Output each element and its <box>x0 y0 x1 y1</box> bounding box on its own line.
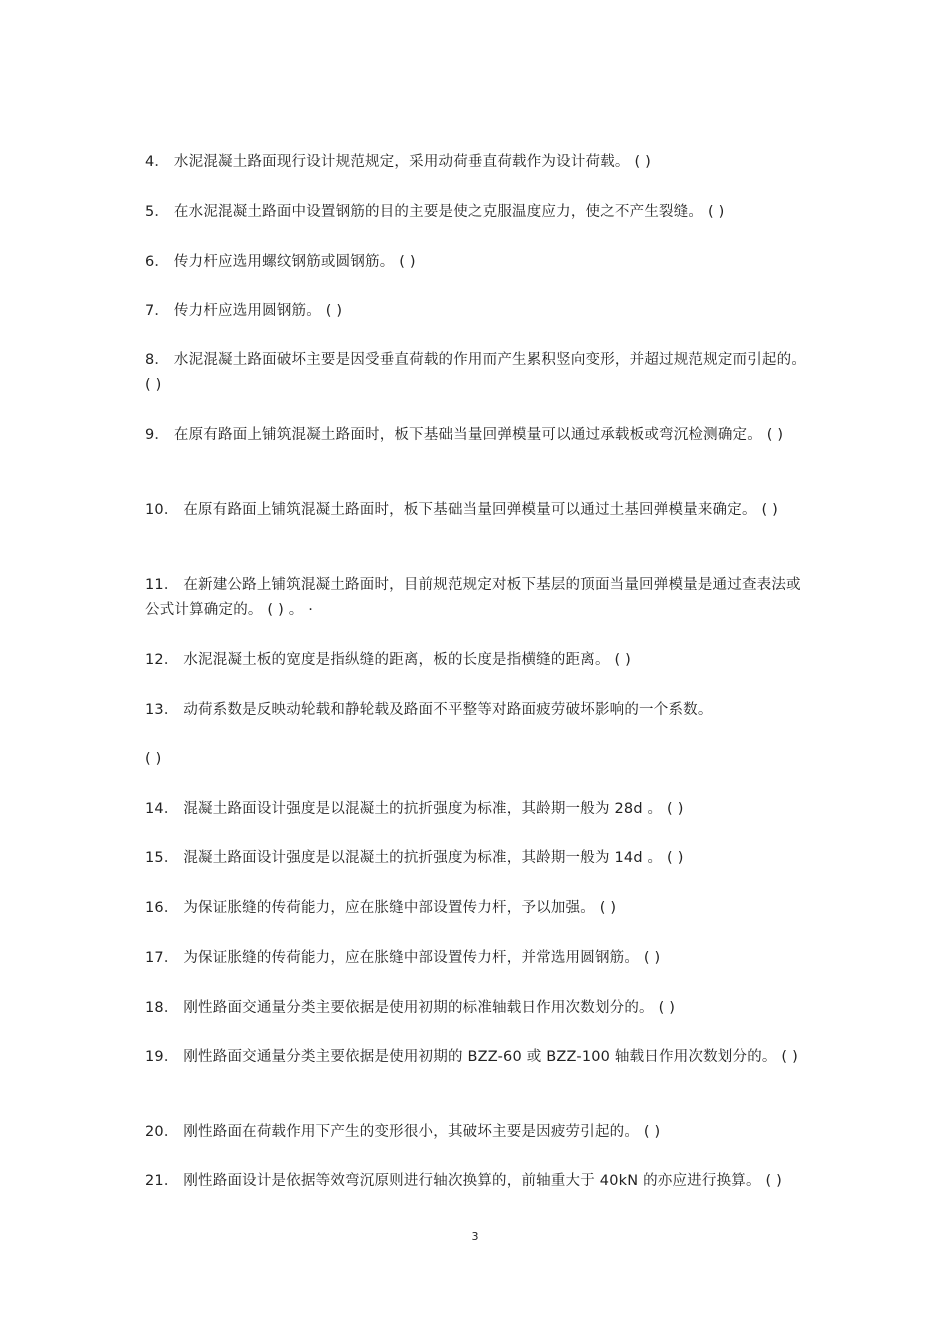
question-11: 11． 在新建公路上铺筑混凝土路面时，目前规范规定对板下基层的顶面当量回弹模量是通过查表法或公式计算确定的。 ( ) 。 · <box>145 577 801 618</box>
question-20: 20． 刚性路面在荷载作用下产生的变形很小，其破坏主要是因疲劳引起的。 ( ) <box>145 1124 661 1140</box>
question-12: 12． 水泥混凝土板的宽度是指纵缝的距离，板的长度是指横缝的距离。 ( ) <box>145 652 631 668</box>
question-15: 15． 混凝土路面设计强度是以混凝土的抗折强度为标准，其龄期一般为 14d 。 ( ) <box>145 850 684 866</box>
question-14: 14． 混凝土路面设计强度是以混凝土的抗折强度为标准，其龄期一般为 28d 。 ( ) <box>145 801 684 817</box>
question-8: 8． 水泥混凝土路面破坏主要是因受垂直荷载的作用而产生累积竖向变形，并超过规范规定而引起的。 ( ) <box>145 352 807 393</box>
question-4: 4． 水泥混凝土路面现行设计规范规定，采用动荷垂直荷载作为设计荷载。 ( ) <box>145 154 651 170</box>
page-number: 3 <box>471 1230 479 1243</box>
question-16: 16． 为保证胀缝的传荷能力，应在胀缝中部设置传力杆，予以加强。 ( ) <box>145 900 617 916</box>
question-18: 18． 刚性路面交通量分类主要依据是使用初期的标准轴载日作用次数划分的。 ( ) <box>145 1000 676 1016</box>
question-5: 5． 在水泥混凝土路面中设置钢筋的目的主要是使之克服温度应力，使之不产生裂缝。 ( ) <box>145 204 725 220</box>
question-17: 17． 为保证胀缝的传荷能力，应在胀缝中部设置传力杆，并常选用圆钢筋。 ( ) <box>145 950 661 966</box>
question-21: 21． 刚性路面设计是依据等效弯沉原则进行轴次换算的，前轴重大于 40kN 的亦应进行换算。 ( ) <box>145 1173 783 1189</box>
question-9: 9． 在原有路面上铺筑混凝土路面时，板下基础当量回弹模量可以通过承载板或弯沉检测确定。 ( ) <box>145 427 784 443</box>
question-13: 13． 动荷系数是反映动轮载和静轮载及路面不平整等对路面疲劳破坏影响的一个系数。 <box>145 702 713 718</box>
question-7: 7． 传力杆应选用圆钢筋。 ( ) <box>145 303 343 319</box>
question-10: 10． 在原有路面上铺筑混凝土路面时，板下基础当量回弹模量可以通过土基回弹模量来确定。 ( ) <box>145 502 778 518</box>
question-13-answer: ( ) <box>145 751 162 767</box>
question-19: 19． 刚性路面交通量分类主要依据是使用初期的 BZZ-60 或 BZZ-100 轴载日作用次数划分的。 ( ) <box>145 1049 798 1065</box>
question-6: 6． 传力杆应选用螺纹钢筋或圆钢筋。 ( ) <box>145 254 416 270</box>
